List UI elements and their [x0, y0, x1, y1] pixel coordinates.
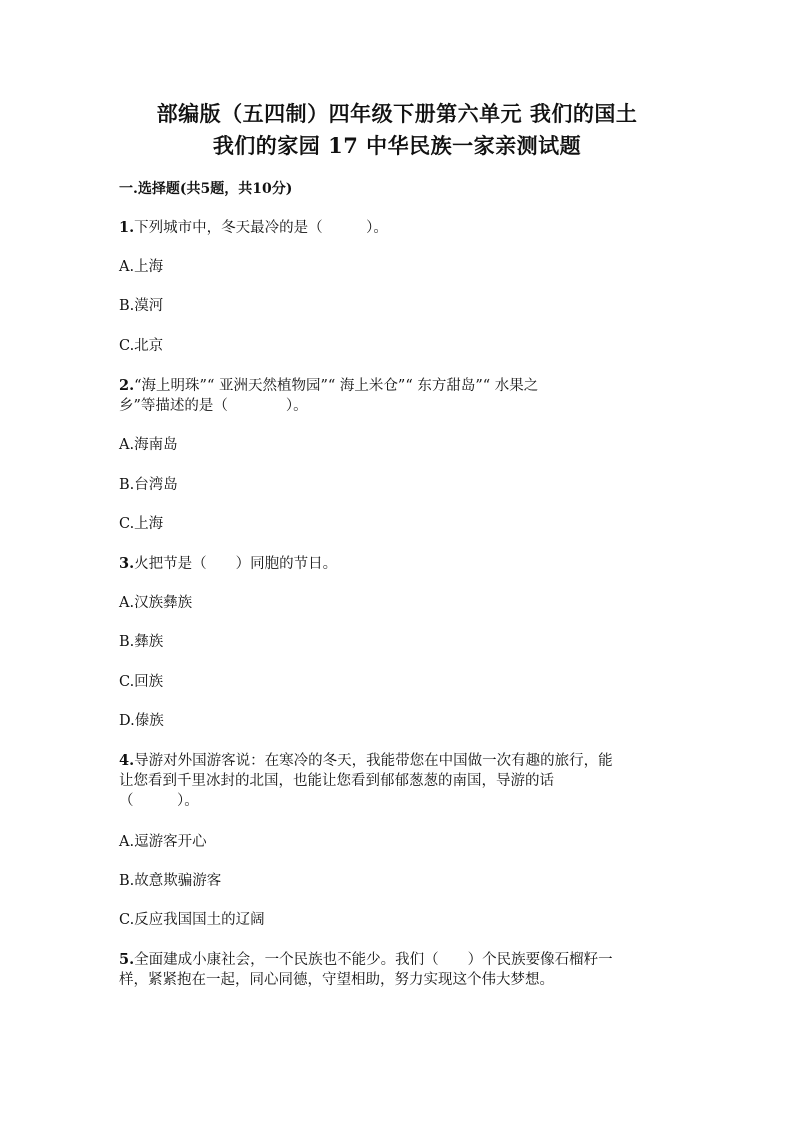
- question-4-line-3: （ ）。: [119, 793, 199, 809]
- option-3b: B.彝族: [119, 634, 164, 650]
- option-3d: D.傣族: [119, 713, 164, 729]
- option-3a: A.汉族彝族: [119, 595, 193, 611]
- question-number: 1.: [119, 219, 135, 236]
- document-title-line-2: 我们的家园 17 中华民族一家亲测试题: [212, 133, 582, 158]
- document-title-line-1: 部编版（五四制）四年级下册第六单元 我们的国土: [156, 101, 638, 126]
- question-3: [119, 554, 337, 574]
- option-2c: C.上海: [119, 516, 164, 532]
- question-number: 4.: [119, 752, 135, 769]
- option-2a: A.海南岛: [119, 437, 178, 453]
- question-2-line-1: [119, 376, 538, 396]
- question-4-line-1: [119, 751, 613, 771]
- section-heading: 一.选择题(共5题，共10分): [119, 181, 293, 197]
- option-1a: A.上海: [119, 259, 164, 275]
- option-4a: A.逗游客开心: [119, 834, 207, 850]
- option-4b: B.故意欺骗游客: [119, 873, 222, 889]
- question-stem: 火把节是（ ）同胞的节日。: [134, 556, 338, 572]
- question-stem: 全面建成小康社会，一个民族也不能少。我们（ ）个民族要像石榴籽一: [134, 952, 613, 968]
- question-number: 2.: [119, 377, 135, 394]
- question-stem: “海上明珠”“ 亚洲天然植物园”“ 海上米仓”“ 东方甜岛”“ 水果之: [134, 378, 539, 394]
- question-stem: 导游对外国游客说：在寒冷的冬天，我能带您在中国做一次有趣的旅行，能: [134, 753, 613, 769]
- question-5-line-1: [119, 950, 613, 970]
- question-number: 3.: [119, 555, 135, 572]
- question-2-line-2: 乡”等描述的是（ ）。: [119, 398, 308, 414]
- option-3c: C.回族: [119, 674, 164, 690]
- option-1c: C.北京: [119, 338, 164, 354]
- question-stem: 下列城市中，冬天最冷的是（ ）。: [134, 220, 388, 236]
- question-number: 5.: [119, 951, 135, 968]
- question-1: [119, 218, 388, 238]
- question-5-line-2: 样，紧紧抱在一起，同心同德，守望相助，努力实现这个伟大梦想。: [119, 972, 554, 988]
- question-4-line-2: 让您看到千里冰封的北国，也能让您看到郁郁葱葱的南国，导游的话: [119, 773, 554, 789]
- option-4c: C.反应我国国土的辽阔: [119, 912, 265, 928]
- option-1b: B.漠河: [119, 298, 164, 314]
- option-2b: B.台湾岛: [119, 477, 178, 493]
